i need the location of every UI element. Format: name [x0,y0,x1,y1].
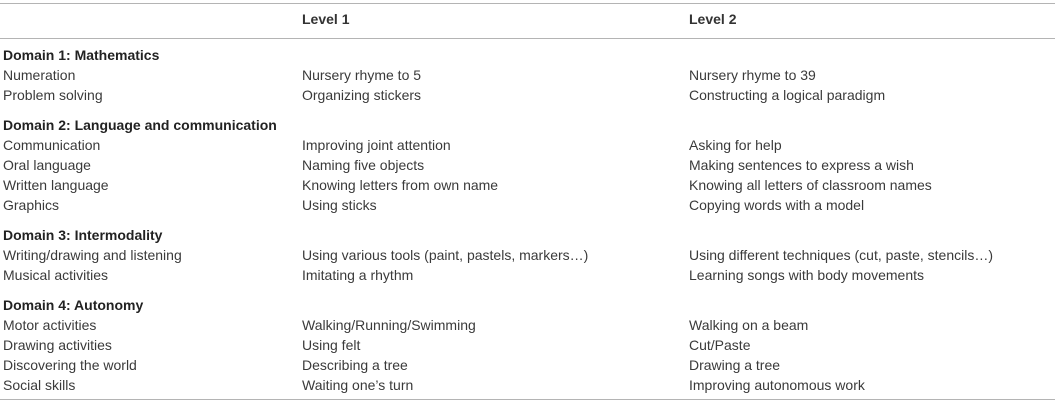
domain-title: Domain 2: Language and communication [3,117,277,133]
level-2-cell: Drawing a tree [689,357,781,373]
skill-cell: Oral language [3,157,91,173]
table-row [0,355,1055,375]
domain-heading [0,115,1055,135]
domain-group-mathematics [0,45,1055,105]
level-1-cell: Naming five objects [302,157,425,173]
level-1-cell: Using sticks [302,197,377,213]
table-header-row [0,9,1055,29]
skill-cell: Drawing activities [3,337,112,353]
skill-cell: Graphics [3,197,60,213]
skill-cell: Discovering the world [3,357,137,373]
skill-cell: Motor activities [3,317,97,333]
level-1-cell: Walking/Running/Swimming [302,317,476,333]
table-body [0,45,1055,395]
table-row [0,195,1055,215]
level-2-cell: Asking for help [689,137,782,153]
level-2-cell: Improving autonomous work [689,377,865,393]
level-1-cell: Organizing stickers [302,87,422,103]
table-row [0,85,1055,105]
level-1-cell: Using various tools (paint, pastels, markers…) [302,247,589,263]
skill-cell: Social skills [3,377,76,393]
domain-title: Domain 3: Intermodality [3,227,163,243]
table-row [0,65,1055,85]
skill-cell: Numeration [3,67,76,83]
level-2-cell: Cut/Paste [689,337,751,353]
skill-cell: Problem solving [3,87,103,103]
domain-heading [0,45,1055,65]
table-row [0,135,1055,155]
domain-title: Domain 1: Mathematics [3,47,160,63]
level-2-cell: Making sentences to express a wish [689,157,914,173]
level-1-cell: Describing a tree [302,357,408,373]
level-2-cell: Nursery rhyme to 39 [689,67,816,83]
domain-group-language [0,115,1055,215]
table-row [0,375,1055,395]
domain-heading [0,295,1055,315]
skill-cell: Written language [3,177,109,193]
level-2-cell: Using different techniques (cut, paste, stencils…) [689,247,994,263]
table-row [0,335,1055,355]
level-1-cell: Knowing letters from own name [302,177,499,193]
table-header-rule [0,38,1055,39]
domain-group-intermodality [0,225,1055,285]
level-1-cell: Using felt [302,337,361,353]
skill-cell: Communication [3,137,101,153]
header-level-2: Level 2 [689,11,737,27]
level-1-cell: Nursery rhyme to 5 [302,67,422,83]
table-top-rule [0,3,1055,4]
level-1-cell: Waiting one’s turn [302,377,414,393]
domain-group-autonomy [0,295,1055,395]
level-1-cell: Imitating a rhythm [302,267,414,283]
level-2-cell: Learning songs with body movements [689,267,925,283]
table-row [0,245,1055,265]
level-2-cell: Knowing all letters of classroom names [689,177,932,193]
level-2-cell: Constructing a logical paradigm [689,87,886,103]
level-2-cell: Copying words with a model [689,197,865,213]
skill-cell: Writing/drawing and listening [3,247,182,263]
skill-cell: Musical activities [3,267,109,283]
table-row [0,175,1055,195]
domain-heading [0,225,1055,245]
table-row [0,265,1055,285]
table-row [0,315,1055,335]
level-1-cell: Improving joint attention [302,137,451,153]
level-2-cell: Walking on a beam [689,317,809,333]
table-row [0,155,1055,175]
domain-title: Domain 4: Autonomy [3,297,144,313]
table-bottom-rule [0,399,1055,400]
header-level-1: Level 1 [302,11,350,27]
